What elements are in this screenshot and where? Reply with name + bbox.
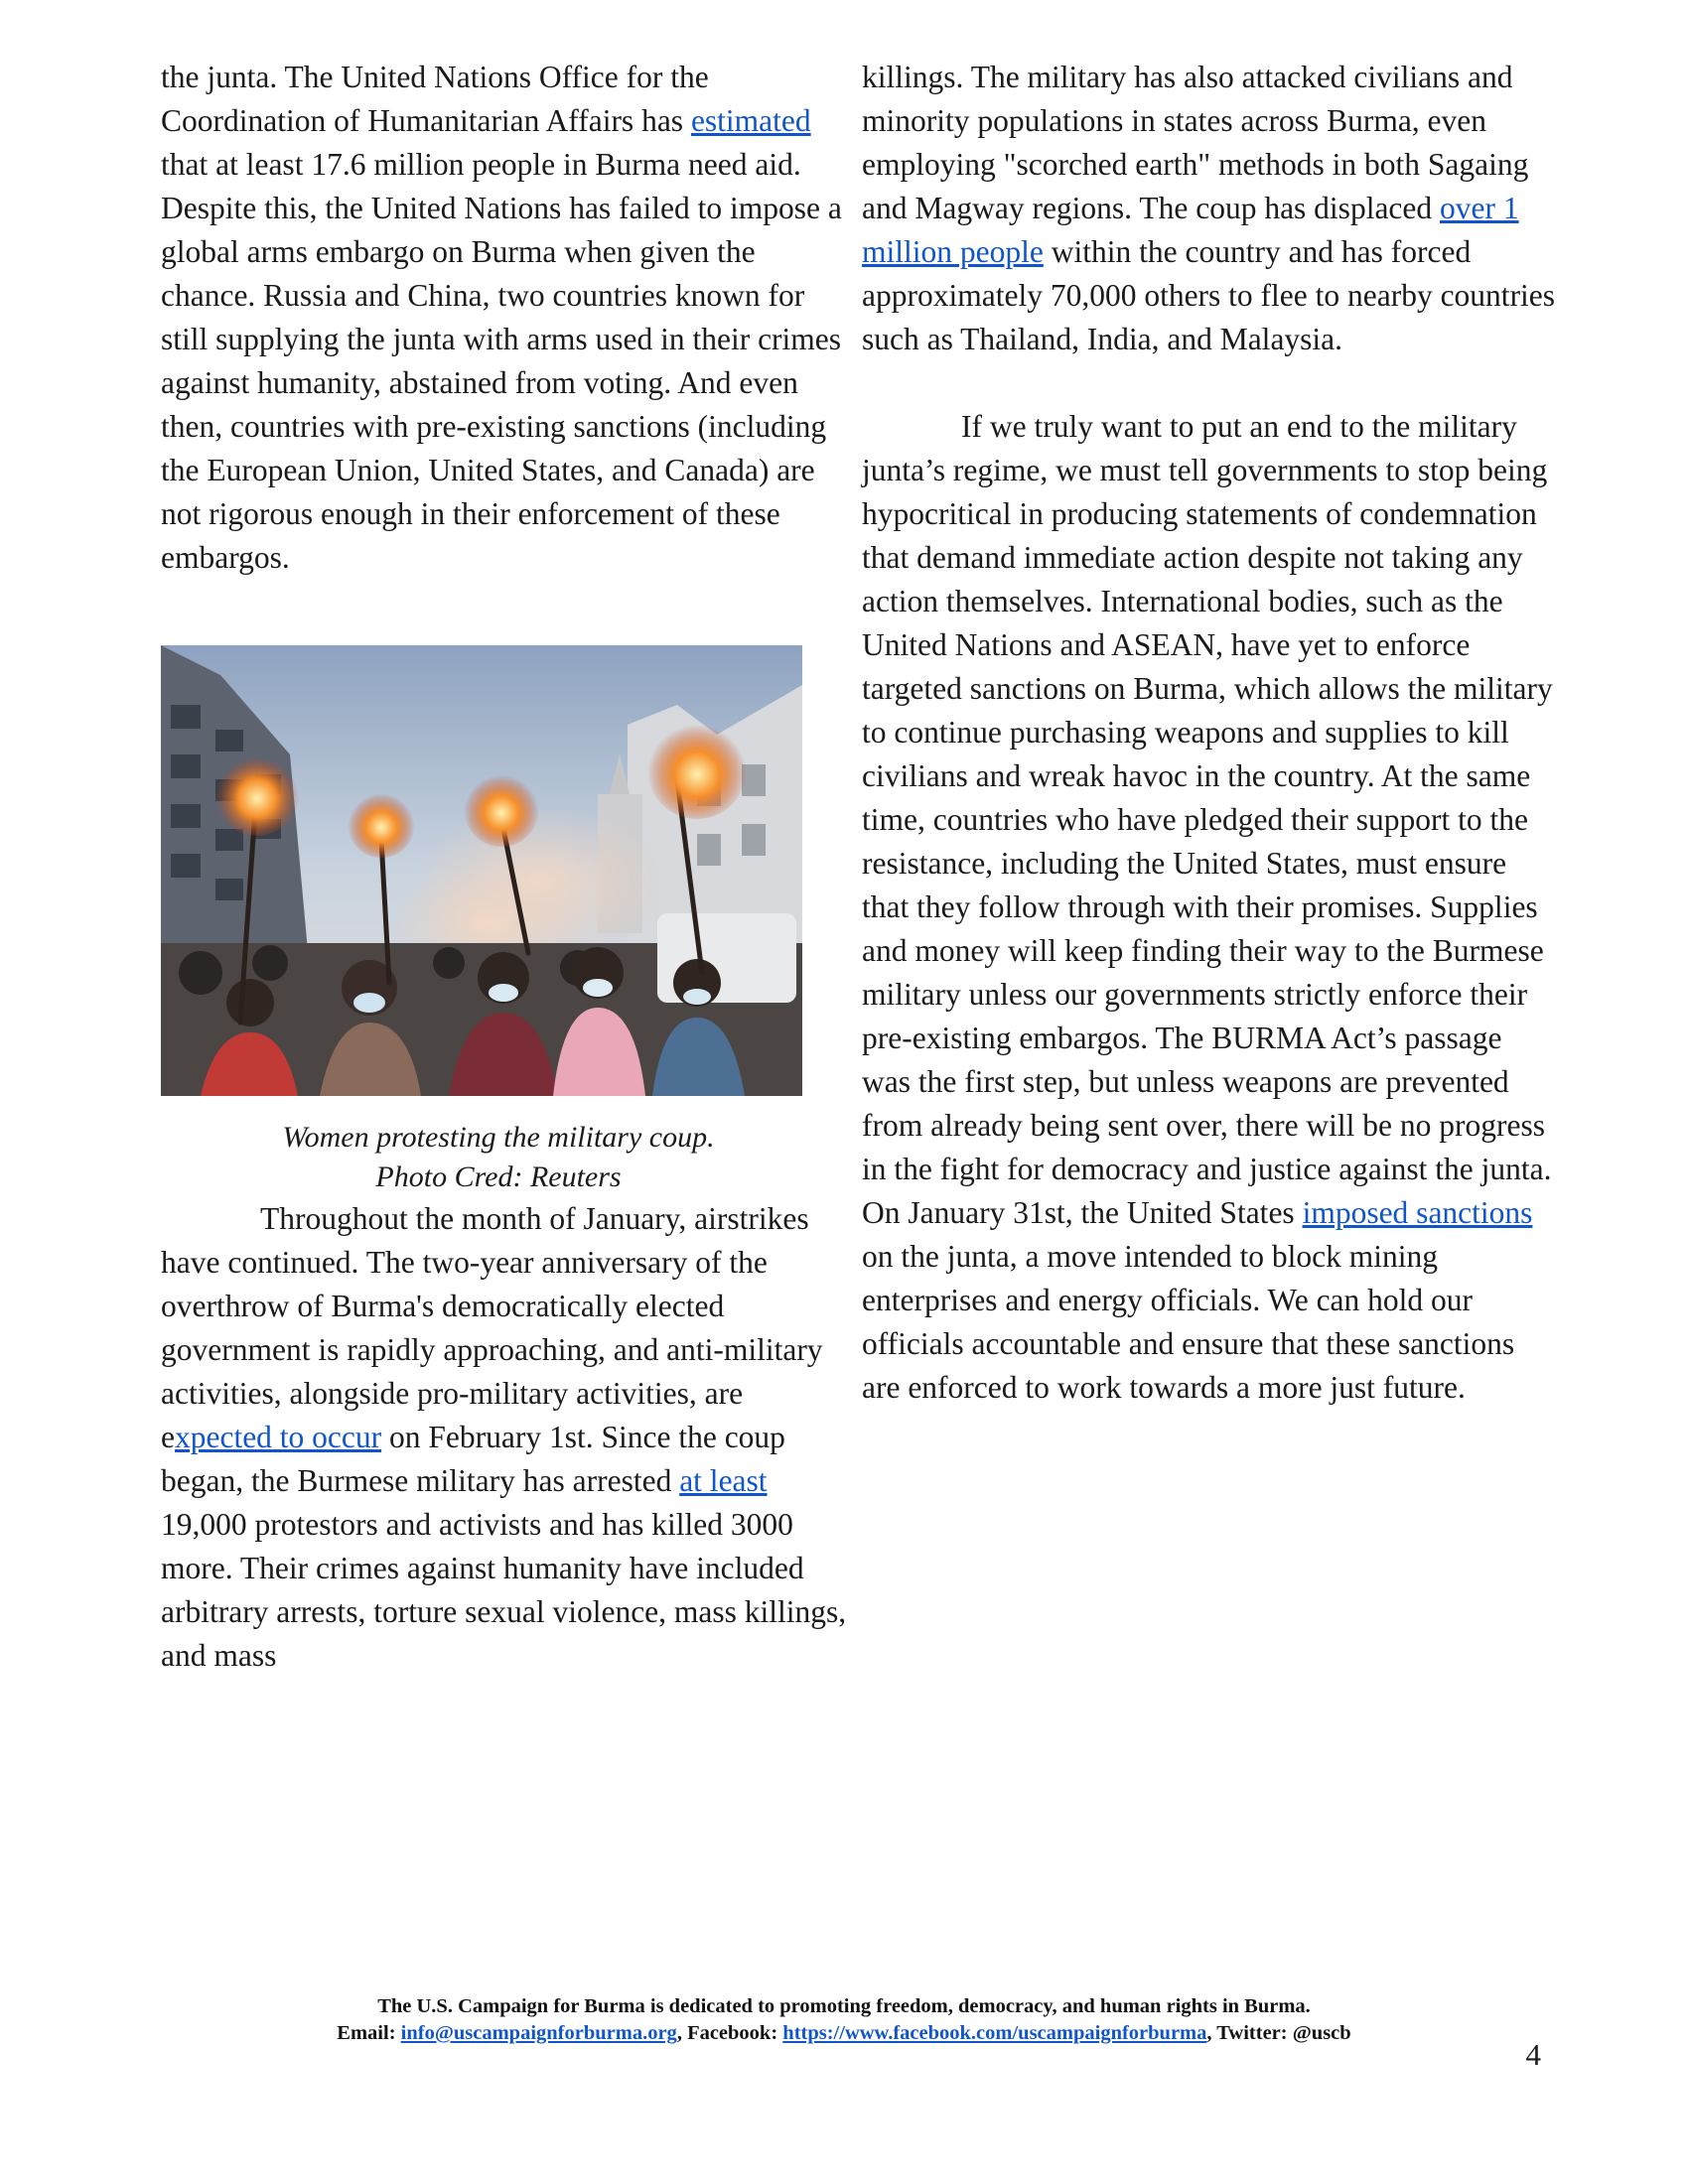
link-estimated[interactable]: estimated	[690, 103, 811, 138]
footer-contact-line	[0, 2020, 1688, 2047]
facebook-label: , Facebook:	[676, 2022, 783, 2044]
text-run: Throughout the month of January, airstrikes have continued. The two-year anniversary of the overthrow of Burma's democratically elected government is rapidly approaching, and anti-military activities, alongside pro-military activities, are e	[161, 1201, 823, 1454]
text-run: that at least 17.6 million people in Burma need aid. Despite this, the United Nations has failed to impose a global arms embargo on Burma when given the chance. Russia and China, two countries known for still supplying the junta with arms used in their crimes against humanity, abstained from voting. And even then, countries with pre-existing sanctions (including the European Union, United States, and Canada) are not rigorous enough in their enforcement of these embargos.	[161, 147, 842, 575]
email-label: Email:	[337, 2022, 401, 2044]
text-run: on the junta, a move intended to block mining enterprises and energy officials. We can hold our officials accountable and ensure that these sanctions are enforced to work towards a more just future.	[862, 1239, 1515, 1405]
paragraph-airstrikes	[161, 1197, 856, 1678]
text-run: killings. The military has also attacked civilians and minority populations in states across Burma, even employing "scorched earth" methods in both Sagaing and Magway regions. The coup has displaced	[862, 60, 1529, 225]
link-imposed-sanctions[interactable]: imposed sanctions	[1302, 1195, 1533, 1230]
caption-line: Women protesting the military coup.	[282, 1121, 715, 1154]
left-column	[161, 56, 856, 1678]
protest-photo-image	[161, 645, 802, 1096]
email-link[interactable]: info@uscampaignforburma.org	[400, 2022, 677, 2044]
text-run: 19,000 protestors and activists and has killed 3000 more. Their crimes against humanity have included arbitrary arrests, torture sexual violence, mass killings, and mass	[161, 1507, 847, 1673]
link-over-1-million-people[interactable]: over 1 million people	[862, 191, 1519, 269]
text-run: on February 1st. Since the coup began, the Burmese military has arrested	[161, 1420, 785, 1498]
text-run: If we truly want to put an end to the military junta’s regime, we must tell governments to stop being hypocritical in producing statements of condemnation that demand immediate action despite not taking any action themselves. International bodies, such as the United Nations and ASEAN, have yet to enforce targeted sanctions on Burma, which allows the military to continue purchasing weapons and supplies to kill civilians and wreak havoc in the country. At the same time, countries who have pledged their support to the resistance, including the United States, must ensure that they follow through with their promises. Supplies and money will keep finding their way to the Burmese military unless our governments strictly enforce their pre-existing embargos. The BURMA Act’s passage was the first step, but unless weapons are prevented from already being sent over, there will be no progress in the fight for democracy and justice against the junta. On January 31st, the United States	[862, 409, 1553, 1230]
link-at-least[interactable]: at least	[679, 1463, 768, 1498]
text-run: the junta. The United Nations Office for the Coordination of Humanitarian Affairs has	[161, 60, 709, 138]
protest-photo	[161, 645, 802, 1096]
paragraph-ocha-aid	[161, 56, 856, 580]
paragraph-displacement	[862, 56, 1557, 361]
paragraph-gap	[862, 361, 1557, 405]
paragraph-call-to-action	[862, 405, 1557, 1410]
photo-caption	[161, 1118, 836, 1197]
photo-credit: Photo Cred: Reuters	[375, 1160, 622, 1193]
footer-mission-statement: The U.S. Campaign for Burma is dedicated to promoting freedom, democracy, and human rights in Burma.	[377, 1995, 1311, 2017]
facebook-link[interactable]: https://www.facebook.com/uscampaignforburma	[782, 2022, 1207, 2044]
link-expected-to-occur[interactable]: xpected to occur	[174, 1420, 382, 1454]
right-column	[862, 56, 1557, 1410]
page-number: 4	[1525, 2037, 1541, 2072]
page-footer	[0, 1993, 1688, 2047]
twitter-handle: , Twitter: @uscb	[1206, 2022, 1351, 2044]
text-run: within the country and has forced approximately 70,000 others to flee to nearby countries such as Thailand, India, and Malaysia.	[862, 234, 1556, 356]
